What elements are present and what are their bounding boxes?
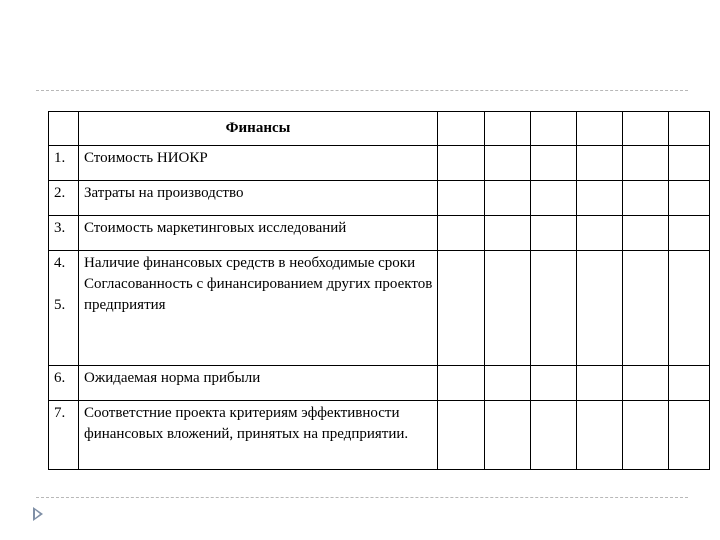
score-cell (577, 251, 623, 366)
table-row (49, 216, 710, 251)
row-number: 4. (54, 255, 66, 271)
score-cell (531, 401, 577, 470)
score-cell (531, 146, 577, 181)
score-cell (577, 216, 623, 251)
row-label: Согласованность с финансированием других проектов предприятия (84, 276, 433, 313)
row-label: Наличие финансовых средств в необходимые сроки (84, 255, 416, 271)
score-cell (577, 146, 623, 181)
score-cell (531, 112, 577, 146)
table-row (49, 401, 710, 470)
score-cell (623, 216, 669, 251)
score-cell (438, 251, 485, 366)
score-cell (438, 401, 485, 470)
score-cell (531, 181, 577, 216)
score-cell (669, 181, 710, 216)
score-cell (485, 401, 531, 470)
row-label: Ожидаемая норма прибыли (79, 366, 438, 401)
score-cell (669, 146, 710, 181)
score-cell (669, 366, 710, 401)
table-row (49, 366, 710, 401)
row-number-group (49, 251, 79, 366)
score-cell (485, 251, 531, 366)
row-number: 5. (54, 297, 66, 313)
row-label: Соответстние проекта критериям эффективности финансовых вложений, принятых на предприятии. (79, 401, 438, 470)
score-cell (669, 216, 710, 251)
score-cell (577, 181, 623, 216)
score-cell (623, 181, 669, 216)
score-cell (485, 366, 531, 401)
score-cell (623, 366, 669, 401)
table-row-merged (49, 251, 710, 366)
score-cell (669, 401, 710, 470)
score-cell (623, 401, 669, 470)
row-number: 2. (49, 181, 79, 216)
score-cell (623, 112, 669, 146)
table-header-title: Финансы (79, 112, 438, 146)
row-label-group (79, 251, 438, 366)
score-cell (577, 401, 623, 470)
row-label: Стоимость НИОКР (79, 146, 438, 181)
score-cell (531, 366, 577, 401)
score-cell (577, 366, 623, 401)
score-cell (669, 112, 710, 146)
table-row (49, 146, 710, 181)
row-number: 6. (49, 366, 79, 401)
score-cell (485, 181, 531, 216)
bottom-divider (36, 497, 688, 498)
table-header-row (49, 112, 710, 146)
finance-criteria-table (48, 111, 710, 470)
score-cell (438, 112, 485, 146)
score-cell (623, 146, 669, 181)
score-cell (438, 146, 485, 181)
header-number-cell (49, 112, 79, 146)
score-cell (485, 112, 531, 146)
row-label: Затраты на производство (79, 181, 438, 216)
row-label: Стоимость маркетинговых исследований (79, 216, 438, 251)
score-cell (438, 181, 485, 216)
table-row (49, 181, 710, 216)
score-cell (485, 216, 531, 251)
score-cell (531, 216, 577, 251)
score-cell (623, 251, 669, 366)
row-number: 7. (49, 401, 79, 470)
score-cell (485, 146, 531, 181)
slide-bullet-icon (33, 507, 43, 521)
score-cell (531, 251, 577, 366)
top-divider (36, 90, 688, 91)
row-number: 1. (49, 146, 79, 181)
spacer (54, 274, 78, 295)
row-number: 3. (49, 216, 79, 251)
score-cell (438, 366, 485, 401)
score-cell (577, 112, 623, 146)
score-cell (669, 251, 710, 366)
score-cell (438, 216, 485, 251)
